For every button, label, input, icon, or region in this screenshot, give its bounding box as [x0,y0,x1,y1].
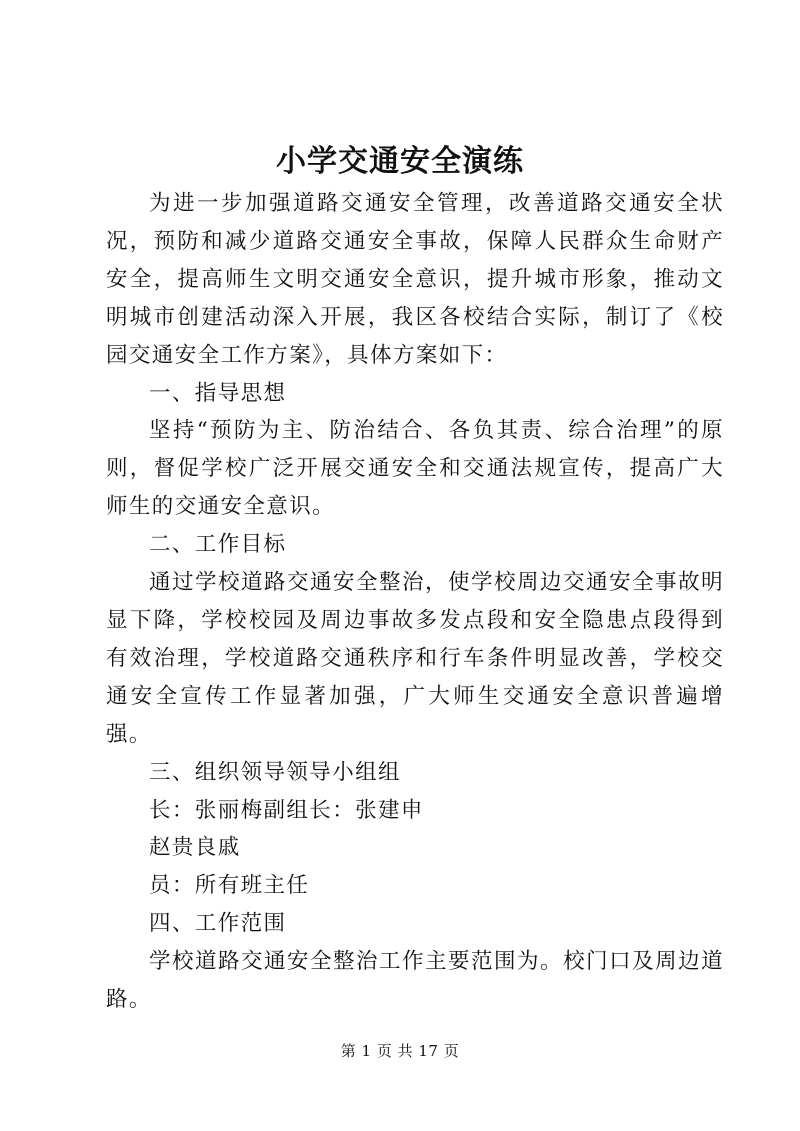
guiding-thought-paragraph: 坚持“预防为主、防治结合、各负其责、综合治理”的原则，督促学校广泛开展交通安全和交通法规宣传，提高广大师生的交通安全意识。 [106,418,724,520]
page-number-footer: 第 1 页 共 17 页 [340,1042,460,1060]
organization-names-line: 赵贵良戚 [149,835,241,861]
document-title: 小学交通安全演练 [276,144,524,179]
section-heading-work-goals: 二、工作目标 [149,532,287,558]
document-body [106,185,724,1019]
section-heading-work-scope: 四、工作范围 [149,911,287,937]
organization-members-line: 员：所有班主任 [149,873,310,899]
work-goals-paragraph: 通过学校道路交通安全整治，使学校周边交通安全事故明显下降，学校校园及周边事故多发点段和安全隐患点段得到有效治理，学校道路交通秩序和行车条件明显改善，学校交通安全宣传工作显著加强，广大师生交通安全意识普遍增强。 [106,570,724,747]
work-scope-paragraph: 学校道路交通安全整治工作主要范围为。校门口及周边道路。 [106,949,724,1013]
organization-leader-line: 长：张丽梅副组长：张建申 [149,797,424,823]
section-heading-organization: 三、组织领导领导小组组 [149,759,401,785]
intro-paragraph: 为进一步加强道路交通安全管理，改善道路交通安全状况，预防和减少道路交通安全事故，保障人民群众生命财产安全，提高师生文明交通安全意识，提升城市形象，推动文明城市创建活动深入开展，我区各校结合实际，制订了《校园交通安全工作方案》，具体方案如下： [106,191,724,368]
section-heading-guiding-thought: 一、指导思想 [149,380,287,406]
